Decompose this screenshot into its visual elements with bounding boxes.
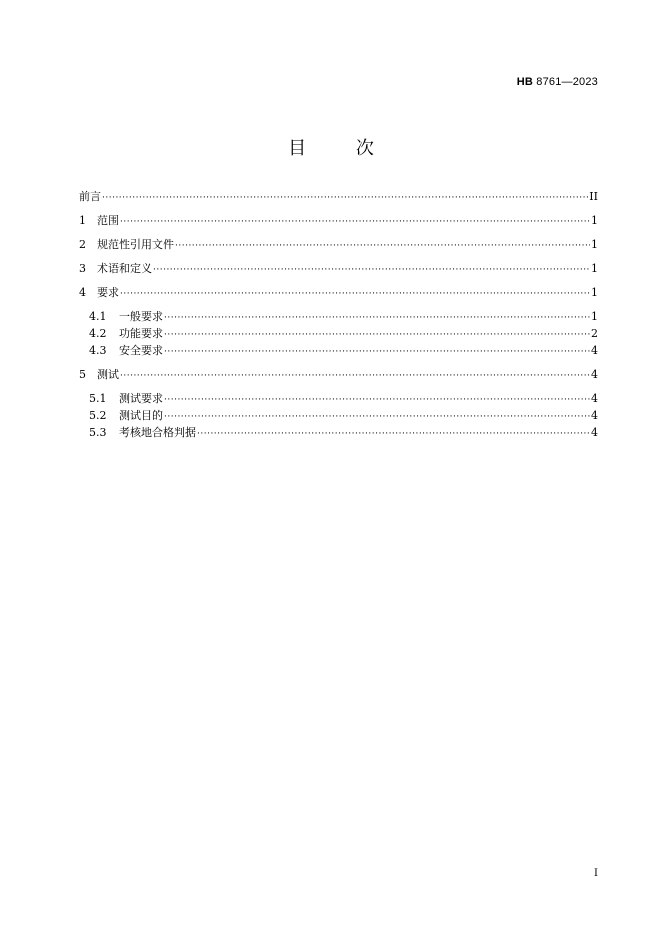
toc-entry-number: 2 [79,238,86,251]
toc-entry-page: 4 [591,409,598,422]
toc-entry-scope[interactable] [79,213,598,229]
toc-dot-leader [164,310,590,326]
page-title-char-2: 次 [355,138,374,159]
toc-entry-label: 测试要求 [119,392,163,405]
toc-entry-page: 4 [591,426,598,439]
toc-entry-acceptance-criteria[interactable] [79,425,598,441]
standard-code: 8761—2023 [536,76,598,88]
toc-dot-leader [197,426,590,442]
toc-entry-label: 要求 [97,286,119,299]
toc-entry-label: 规范性引用文件 [97,238,174,251]
toc-entry-number: 5.1 [89,392,107,405]
table-of-contents [79,189,598,442]
toc-entry-page: 1 [591,238,598,251]
toc-dot-leader [164,392,590,408]
toc-entry-number: 4.2 [89,327,107,340]
toc-entry-page: 4 [591,368,598,381]
toc-entry-number: 4.1 [89,310,107,323]
toc-entry-requirements[interactable] [79,285,598,301]
toc-entry-number: 4 [79,286,86,299]
toc-dot-leader [175,238,590,254]
toc-entry-page: 4 [591,344,598,357]
toc-entry-normative-references[interactable] [79,237,598,253]
toc-entry-number: 5 [79,368,86,381]
toc-entry-label: 功能要求 [119,327,163,340]
toc-entry-general-requirements[interactable] [79,309,598,325]
toc-entry-label: 测试 [97,368,119,381]
toc-entry-label: 范围 [97,214,119,227]
toc-entry-test-purpose[interactable] [79,408,598,424]
toc-entry-number: 3 [79,262,86,275]
toc-entry-functional-requirements[interactable] [79,326,598,342]
toc-entry-testing[interactable] [79,367,598,383]
toc-entry-safety-requirements[interactable] [79,343,598,359]
toc-entry-page: 4 [591,392,598,405]
toc-entry-test-requirements[interactable] [79,391,598,407]
toc-entry-label: 测试目的 [119,409,163,422]
toc-dot-leader [102,190,588,206]
toc-entry-label: 前言 [79,190,101,203]
toc-entry-page: 1 [591,214,598,227]
toc-entry-number: 1 [79,214,86,227]
toc-dot-leader [153,262,590,278]
standard-number [517,76,598,88]
toc-entry-page: 1 [591,310,598,323]
toc-dot-leader [120,214,590,230]
toc-entry-number: 5.2 [89,409,107,422]
standard-prefix: HB [516,76,533,88]
toc-dot-leader [164,409,590,425]
page-title-char-1: 目 [288,138,307,159]
toc-dot-leader [164,344,590,360]
toc-entry-number: 5.3 [89,426,107,439]
toc-dot-leader [120,286,590,302]
toc-entry-label: 一般要求 [119,310,163,323]
toc-entry-label: 考核地合格判据 [119,426,196,439]
toc-dot-leader [164,327,590,343]
toc-entry-page: 1 [591,286,598,299]
toc-entry-page: 1 [591,262,598,275]
toc-entry-label: 安全要求 [119,344,163,357]
toc-entry-terms-definitions[interactable] [79,261,598,277]
toc-dot-leader [120,368,590,384]
toc-entry-foreword[interactable] [79,189,598,205]
toc-entry-label: 术语和定义 [97,262,152,275]
page-title [0,134,662,160]
toc-entry-page: 2 [591,327,598,340]
page-number: I [594,868,598,879]
toc-entry-page: II [589,190,598,203]
toc-entry-number: 4.3 [89,344,107,357]
